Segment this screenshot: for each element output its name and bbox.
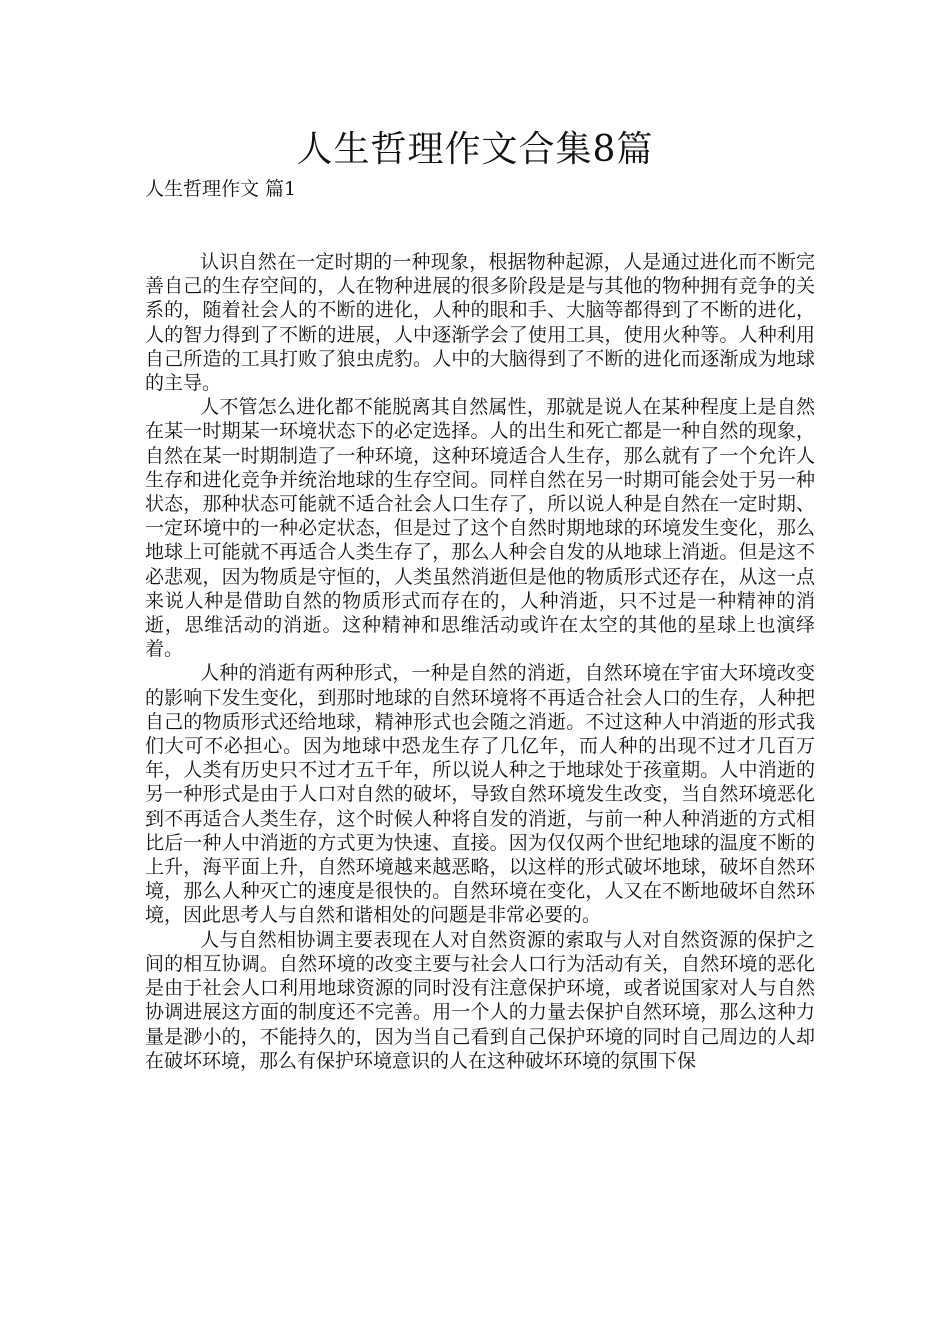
paragraph: 认识自然在一定时期的一种现象，根据物种起源，人是通过进化而不断完善自己的生存空间的，人在物种进展的很多阶段是是与其他的物种拥有竞争的关系的，随着社会人的不断的进化，人种的眼和手、大脑等都得到了不断的进化，人的智力得到了不断的进展，人中逐渐学会了使用工具，使用火种等。人种利用自己所造的工具打败了狼虫虎豹。人中的大脑得到了不断的进化而逐渐成为地球的主导。 [145,251,815,395]
section-title: 人生哲理作文 篇1 [145,178,297,200]
paragraph: 人不管怎么进化都不能脱离其自然属性，那就是说人在某种程度上是自然在某一时期某一环境状态下的必定选择。人的出生和死亡都是一种自然的现象，自然在某一时期制造了一种环境，这种环境适合人生存，那么就有了一个允许人生存和进化竞争并统治地球的生存空间。同样自然在另一时期可能会处于另一种状态，那种状态可能就不适合社会人口生存了，所以说人种是自然在一定时期、一定环境中的一种必定状态，但是过了这个自然时期地球的环境发生变化，那么地球上可能就不再适合人类生存了，那么人种会自发的从地球上消逝。但是这不必悲观，因为物质是守恒的，人类虽然消逝但是他的物质形式还存在，从这一点来说人种是借助自然的物质形式而存在的，人种消逝，只不过是一种精神的消逝，思维活动的消逝。这种精神和思维活动或许在太空的其他的星球上也演绎着。 [145,396,815,661]
document-title: 人生哲理作文合集8篇 [296,129,654,170]
paragraph: 人种的消逝有两种形式，一种是自然的消逝，自然环境在宇宙大环境改变的影响下发生变化，到那时地球的自然环境将不再适合社会人口的生存，人种把自己的物质形式还给地球，精神形式也会随之消逝。不过这种人中消逝的形式我们大可不必担心。因为地球中恐龙生存了几亿年，而人种的出现不过才几百万年，人类有历史只不过才五千年，所以说人种之于地球处于孩童期。人中消逝的另一种形式是由于人口对自然的破坏，导致自然环境发生改变，当自然环境恶化到不再适合人类生存，这个时候人种将自发的消逝，与前一种人种消逝的方式相比后一种人中消逝的方式更为快速、直接。因为仅仅两个世纪地球的温度不断的上升，海平面上升，自然环境越来越恶略，以这样的形式破坏地球，破坏自然环境，那么人种灭亡的速度是很快的。自然环境在变化，人又在不断地破坏自然环境，因此思考人与自然和谐相处的问题是非常必要的。 [145,662,815,927]
paragraph: 人与自然相协调主要表现在人对自然资源的索取与人对自然资源的保护之间的相互协调。自然环境的改变主要与社会人口行为活动有关，自然环境的恶化是由于社会人口利用地球资源的同时没有注意保护环境，或者说国家对人与自然协调进展这方面的制度还不完善。用一个人的力量去保护自然环境，那么这种力量是渺小的，不能持久的，因为当自己看到自己保护环境的同时自己周边的人却在破坏环境，那么有保护环境意识的人在这种破坏环境的氛围下保 [145,928,815,1072]
document-body [145,250,815,1073]
